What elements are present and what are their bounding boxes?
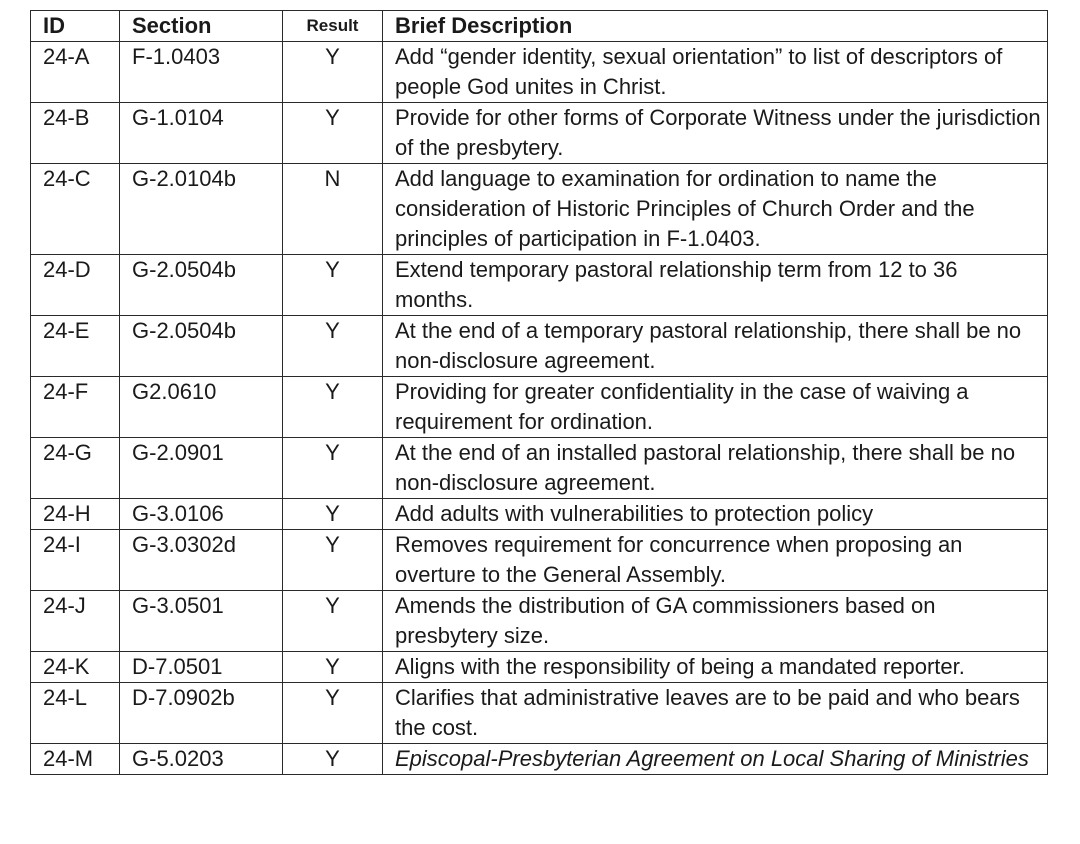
cell-id: 24-M <box>31 744 120 775</box>
cell-id: 24-A <box>31 42 120 103</box>
cell-id: 24-C <box>31 164 120 255</box>
cell-section: G-2.0104b <box>120 164 283 255</box>
cell-result: Y <box>283 744 383 775</box>
cell-result: Y <box>283 591 383 652</box>
cell-result: Y <box>283 377 383 438</box>
header-result: Result <box>283 11 383 42</box>
header-description: Brief Description <box>383 11 1048 42</box>
cell-result: Y <box>283 652 383 683</box>
cell-id: 24-D <box>31 255 120 316</box>
cell-section: D-7.0501 <box>120 652 283 683</box>
table-row <box>31 744 1048 775</box>
table-row <box>31 591 1048 652</box>
cell-id: 24-K <box>31 652 120 683</box>
cell-section: G-3.0106 <box>120 499 283 530</box>
cell-section: G-3.0501 <box>120 591 283 652</box>
cell-description: Episcopal-Presbyterian Agreement on Local Sharing of Ministries <box>383 744 1048 775</box>
table-row <box>31 499 1048 530</box>
cell-result: Y <box>283 683 383 744</box>
table-row <box>31 164 1048 255</box>
cell-id: 24-H <box>31 499 120 530</box>
table-row <box>31 255 1048 316</box>
cell-id: 24-J <box>31 591 120 652</box>
cell-description: Removes requirement for concurrence when proposing an overture to the General Assembly. <box>383 530 1048 591</box>
cell-description: Aligns with the responsibility of being a mandated reporter. <box>383 652 1048 683</box>
cell-result: Y <box>283 438 383 499</box>
cell-section: G-3.0302d <box>120 530 283 591</box>
cell-id: 24-F <box>31 377 120 438</box>
cell-section: G-2.0504b <box>120 255 283 316</box>
cell-description: Add language to examination for ordination to name the consideration of Historic Principles of Church Order and the principles of participation in F-1.0403. <box>383 164 1048 255</box>
cell-id: 24-I <box>31 530 120 591</box>
header-row <box>31 11 1048 42</box>
cell-description: Extend temporary pastoral relationship term from 12 to 36 months. <box>383 255 1048 316</box>
cell-section: D-7.0902b <box>120 683 283 744</box>
cell-result: Y <box>283 42 383 103</box>
cell-description: Providing for greater confidentiality in the case of waiving a requirement for ordination. <box>383 377 1048 438</box>
cell-result: Y <box>283 316 383 377</box>
table-row <box>31 652 1048 683</box>
cell-description: Provide for other forms of Corporate Witness under the jurisdiction of the presbytery. <box>383 103 1048 164</box>
cell-id: 24-E <box>31 316 120 377</box>
cell-id: 24-L <box>31 683 120 744</box>
amendments-sheet <box>30 10 1047 775</box>
cell-id: 24-B <box>31 103 120 164</box>
header-id: ID <box>31 11 120 42</box>
table-row <box>31 683 1048 744</box>
table-row <box>31 42 1048 103</box>
cell-description: Amends the distribution of GA commissioners based on presbytery size. <box>383 591 1048 652</box>
amendments-table <box>30 10 1048 775</box>
table-row <box>31 103 1048 164</box>
header-section: Section <box>120 11 283 42</box>
cell-result: Y <box>283 103 383 164</box>
cell-section: F-1.0403 <box>120 42 283 103</box>
cell-section: G2.0610 <box>120 377 283 438</box>
cell-description: Add adults with vulnerabilities to protection policy <box>383 499 1048 530</box>
cell-section: G-5.0203 <box>120 744 283 775</box>
cell-description: Add “gender identity, sexual orientation” to list of descriptors of people God unites in Christ. <box>383 42 1048 103</box>
cell-description: At the end of a temporary pastoral relationship, there shall be no non-disclosure agreement. <box>383 316 1048 377</box>
table-row <box>31 316 1048 377</box>
cell-description: Clarifies that administrative leaves are to be paid and who bears the cost. <box>383 683 1048 744</box>
table-row <box>31 377 1048 438</box>
cell-result: N <box>283 164 383 255</box>
cell-result: Y <box>283 499 383 530</box>
cell-result: Y <box>283 530 383 591</box>
cell-id: 24-G <box>31 438 120 499</box>
table-row <box>31 530 1048 591</box>
cell-description: At the end of an installed pastoral relationship, there shall be no non-disclosure agreement. <box>383 438 1048 499</box>
table-row <box>31 438 1048 499</box>
cell-result: Y <box>283 255 383 316</box>
cell-section: G-1.0104 <box>120 103 283 164</box>
cell-section: G-2.0504b <box>120 316 283 377</box>
cell-section: G-2.0901 <box>120 438 283 499</box>
